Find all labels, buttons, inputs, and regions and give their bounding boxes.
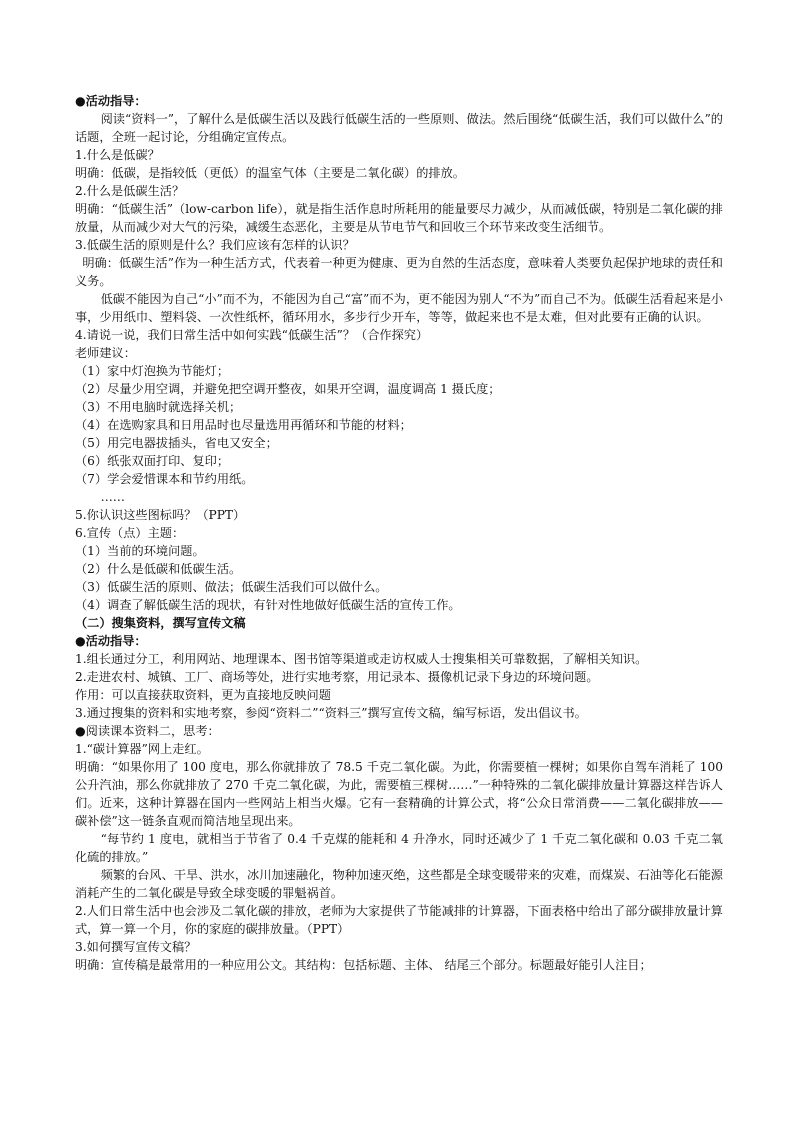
theme-item: （4）调查了解低碳生活的现状，有针对性地做好低碳生活的宣传工作。	[75, 598, 461, 612]
suggestion-item: （3）不用电脑时就选择关机；	[75, 400, 242, 414]
teacher-suggestions-label: 老师建议：	[75, 346, 136, 360]
question-1: 1.什么是低碳？	[75, 148, 160, 162]
answer-3-continued: 低碳不能因为自己“小”而不为，不能因为自己“富”而不为，更不能因为别人“不为”而自己不为。低碳生活看起来是小事，少用纸巾、塑料袋、一次性纸杯，循环用水，多步行少开车，等等，做起来也不是太难，但对此要有正确的认识。	[75, 292, 723, 324]
activity-guide-heading: ●活动指导：	[75, 94, 147, 108]
document-page	[75, 92, 723, 974]
step-2-effect: 作用：可以直接获取资料，更为直接地反映问题	[75, 688, 331, 702]
question-5: 5.你认识这些图标吗？（PPT）	[75, 508, 246, 522]
answer-1: 明确：低碳，是指较低（更低）的温室气体（主要是二氧化碳）的排放。	[75, 166, 465, 180]
step-2: 2.走进农村、城镇、工厂、商场等处，进行实地考察，用记录本、摄像机记录下身边的环境问题。	[75, 670, 599, 684]
suggestion-item: （4）在选购家具和日用品时也尽量选用再循环和节能的材料；	[75, 418, 412, 432]
reading-item-1: 1.“碳计算器”网上走红。	[75, 742, 209, 756]
reading-item-2: 2.人们日常生活中也会涉及二氧化碳的排放，老师为大家提供了节能减排的计算器，下面表格中给出了部分碳排放量计算式，算一算一个月，你的家庭的碳排放量。（PPT）	[75, 904, 723, 936]
activity-guide-heading-2: ●活动指导：	[75, 634, 147, 648]
reading-answer-1: 明确：“如果你用了 100 度电，那么你就排放了 78.5 千克二氧化碳。为此，你需要植一棵树；如果你自驾车消耗了 100 公升汽油，那么你就排放了 270 千克二氧化碳，为此，需要植三棵树……”一种特殊的二氧化碳排放量计算器这样告诉人们。近来，这种计算器在国内一些网站上相当火爆。它有一套精确的计算公式，将“公众日常消费——二氧化碳排放——碳补偿”这一链条直观而简洁地呈现出来。	[75, 760, 723, 828]
reading-quote: “每节约 1 度电，就相当于节省了 0.4 千克煤的能耗和 4 升净水，同时还减少了 1 千克二氧化碳和 0.03 千克二氧化硫的排放。”	[75, 832, 723, 864]
theme-item: （3）低碳生活的原则、做法；低碳生活我们可以做什么。	[75, 580, 388, 594]
section-2-heading: （二）搜集资料，撰写宣传文稿	[75, 616, 246, 630]
suggestion-item: （7）学会爱惜课本和节约用纸。	[75, 472, 254, 486]
step-1: 1.组长通过分工，利用网站、地理课本、图书馆等渠道或走访权威人士搜集相关可靠数据，了解相关知识。	[75, 652, 648, 666]
intro-paragraph: 阅读“资料一”，了解什么是低碳生活以及践行低碳生活的一些原则、做法。然后围绕“低碳生活，我们可以做什么”的话题，全班一起讨论，分组确定宣传点。	[75, 112, 723, 144]
question-3: 3.低碳生活的原则是什么？我们应该有怎样的认识？	[75, 238, 355, 252]
step-3: 3.通过搜集的资料和实地考察，参阅“资料二”“资料三”撰写宣传文稿，编写标语，发出倡议书。	[75, 706, 587, 720]
answer-2: 明确：“低碳生活”（low-carbon life），就是指生活作息时所耗用的能量要尽力减少，从而减低碳，特别是二氧化碳的排放量，从而减少对大气的污染，减缓生态恶化，主要是从节电节气和回收三个环节来改变生活细节。	[75, 202, 723, 234]
question-6: 6.宣传（点）主题：	[75, 526, 185, 540]
question-2: 2.什么是低碳生活？	[75, 184, 185, 198]
reading-paragraph: 频繁的台风、干旱、洪水，冰川加速融化，物种加速灭绝，这些都是全球变暖带来的灾难，而煤炭、石油等化石能源消耗产生的二氧化碳是导致全球变暖的罪魁祸首。	[75, 868, 723, 900]
answer-3: 明确：低碳生活”作为一种生活方式，代表着一种更为健康、更为自然的生活态度，意味着人类要负起保护地球的责任和义务。	[75, 256, 723, 288]
theme-item: （2）什么是低碳和低碳生活。	[75, 562, 242, 576]
reading-answer-3: 明确：宣传稿是最常用的一种应用公文。其结构：包括标题、主体、 结尾三个部分。标题最好能引人注目；	[75, 958, 652, 972]
suggestion-item: （5）用完电器拔插头，省电又安全；	[75, 436, 278, 450]
reading-item-3: 3.如何撰写宣传文稿？	[75, 940, 197, 954]
question-4: 4.请说一说，我们日常生活中如何实践“低碳生活”？（合作探究）	[75, 328, 429, 342]
reading-heading: ●阅读课本资料二，思考：	[75, 724, 220, 738]
suggestion-item: （1）家中灯泡换为节能灯；	[75, 364, 230, 378]
ellipsis: ……	[100, 490, 125, 504]
theme-item: （1）当前的环境问题。	[75, 544, 205, 558]
suggestion-item: （6）纸张双面打印、复印；	[75, 454, 230, 468]
suggestion-item: （2）尽量少用空调，并避免把空调开整夜，如果开空调，温度调高 1 摄氏度；	[75, 382, 501, 396]
